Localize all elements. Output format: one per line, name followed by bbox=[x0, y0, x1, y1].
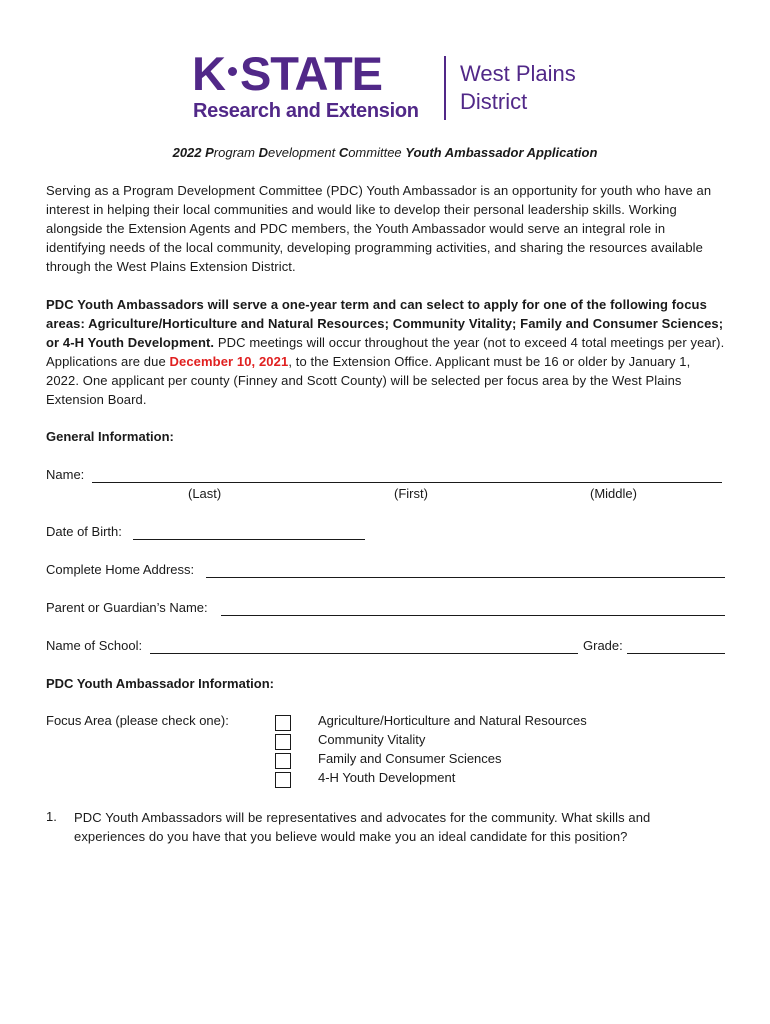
research-extension-text: Research and Extension bbox=[193, 100, 419, 122]
checkbox-4h-youth[interactable] bbox=[275, 772, 291, 788]
details-paragraph: PDC Youth Ambassadors will serve a one-year term and can select to apply for one of the following focus areas: Agriculture/Horticulture and Natural Resources; Community Vitality; Family and Consumer Sciences; or 4-H Youth Development. PDC meetings will occur throughout the year (not to exceed 4 total meetings per year). Applications are due December 10, 2021, to the Extension Office. Applicant must be 16 or older by January 1, 2022. One applicant per county (Finney and Scott County) will be selected per focus area by the West Plains Extension Board. bbox=[46, 297, 725, 407]
school-label: Name of School: bbox=[46, 638, 143, 653]
guardian-label: Parent or Guardian’s Name: bbox=[46, 600, 208, 615]
school-input-line[interactable] bbox=[150, 653, 578, 654]
kstate-logo bbox=[192, 47, 592, 122]
option-community-vitality-label: Community Vitality bbox=[318, 732, 426, 747]
middle-name-caption: (Middle) bbox=[590, 486, 637, 501]
address-label: Complete Home Address: bbox=[46, 562, 195, 577]
dob-input-line[interactable] bbox=[133, 539, 365, 540]
intro-paragraph: Serving as a Program Development Committee (PDC) Youth Ambassador is an opportunity for youth who have an interest in helping their local communities and would like to develop their personal leadership skills. Working alongside the Extension Agents and PDC members, the Youth Ambassador would serve an integral role in identifying needs of the local community, developing programming activities, and sharing the resources available through the West Plains Extension District. bbox=[46, 183, 712, 274]
grade-input-line[interactable] bbox=[627, 653, 725, 654]
option-4h-youth-label: 4-H Youth Development bbox=[318, 770, 456, 785]
kstate-wordmark: K STATE bbox=[192, 47, 383, 100]
guardian-input-line[interactable] bbox=[221, 615, 725, 616]
ambassador-info-heading: PDC Youth Ambassador Information: bbox=[46, 676, 274, 691]
name-input-line[interactable] bbox=[92, 482, 722, 483]
question-1-text: PDC Youth Ambassadors will be representatives and advocates for the community. What skills and experiences do you have that you believe would make you an ideal candidate for this position? bbox=[74, 810, 651, 844]
district-name: West Plains District bbox=[460, 61, 576, 114]
page-title: 2022 Program Development Committee Youth Ambassador Application bbox=[172, 145, 598, 160]
address-input-line[interactable] bbox=[206, 577, 725, 578]
checkbox-community-vitality[interactable] bbox=[275, 734, 291, 750]
checkbox-family-consumer[interactable] bbox=[275, 753, 291, 769]
logo-divider bbox=[444, 56, 446, 120]
focus-area-label: Focus Area (please check one): bbox=[46, 713, 229, 728]
name-label: Name: bbox=[46, 467, 85, 482]
checkbox-agriculture[interactable] bbox=[275, 715, 291, 731]
general-info-heading: General Information: bbox=[46, 429, 174, 444]
question-1-number: 1. bbox=[46, 809, 57, 824]
grade-label: Grade: bbox=[583, 638, 623, 653]
dob-label: Date of Birth: bbox=[46, 524, 122, 539]
option-agriculture-label: Agriculture/Horticulture and Natural Resources bbox=[318, 713, 587, 728]
last-name-caption: (Last) bbox=[188, 486, 222, 501]
due-date: December 10, 2021 bbox=[169, 354, 289, 369]
option-family-consumer-label: Family and Consumer Sciences bbox=[318, 751, 502, 766]
first-name-caption: (First) bbox=[394, 486, 428, 501]
